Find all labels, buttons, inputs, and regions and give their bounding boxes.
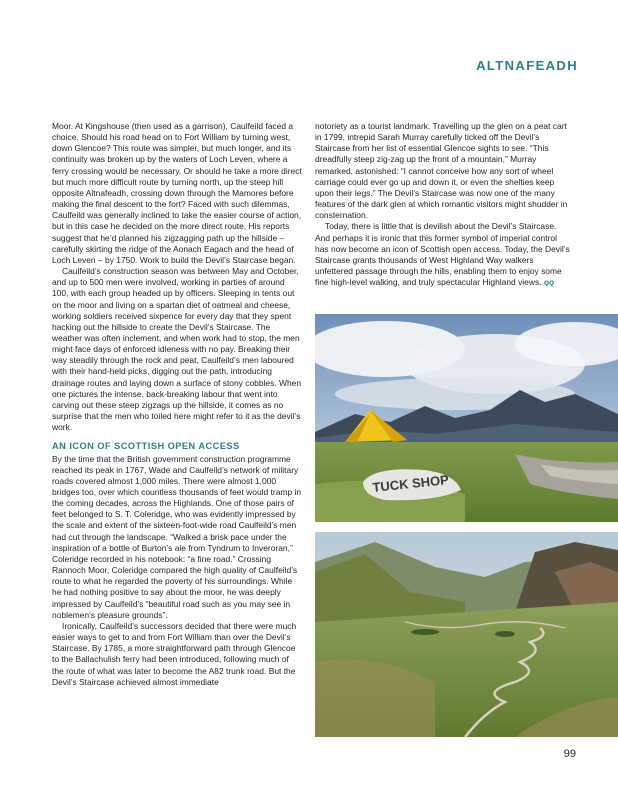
paragraph: Caulfeild’s construction season was between May and October, and up to 500 men were involved, working in parties of around 100, with each group headed up by officers. Sleeping in tents out on the moor and living on a spartan diet of oatmeal and cheese, working soldiers received sixpence for every day that they spent hacking out the hillside to create the Devil’s Staircase. The weather was often inclement, and when work had to stop, the men might face days of enforced idleness with no pay. Breaking their way steadily through the rock and peat, Caulfeild’s men laboured with their hand-held picks, digging out the path, introducing drainage routes and laying down a surface of stony cobbles. When one pictures the intense, back-breaking labour that went into carving out these steep zigzags up the hillside, it comes as no surprise that the men who toiled here might refer to it as the devil’s work.: [52, 266, 302, 433]
tent-photo: [315, 314, 618, 522]
page-number: 99: [563, 748, 576, 760]
paragraph-text: Today, there is little that is devilish about the Devil’s Staircase. And perhaps it is ironic that this former symbol of imperial control has now become an icon of Scottish open access. Today, the Devil’s Staircase grants thousands of West Highland Way walkers unfettered passage through the hills, enabling them to enjoy some fine high-level walking, and truly spectacular Highland views.: [315, 221, 570, 288]
valley-photo: [315, 532, 618, 737]
section-label: ALTNAFEADH: [476, 58, 578, 73]
paragraph: Ironically, Caulfeild’s successors decided that there were much easier ways to get to and from Fort William than over the Devil’s Staircase. By 1785, a more straightforward path through Glencoe to the Ballachulish ferry had been introduced, following much of the route of what was later to become the A82 trunk road. But the Devil’s Staircase achieved almost immediate: [52, 620, 297, 687]
end-mark-icon: ǫǫ: [543, 277, 555, 288]
paragraph-final: [315, 221, 571, 288]
section-subhead: AN ICON OF SCOTTISH OPEN ACCESS: [52, 441, 240, 452]
paragraph: By the time that the British government construction programme reached its peak in 1767, Wade and Caulfeild’s network of military roads covered almost 1,000 miles. There were almost 1,000 bridges too, over which countless thousands of feet would tramp in the coming decades, across the Highlands. One of those pairs of feet belonged to S. T. Coleridge, who was evidently impressed by the scale and extent of the sixteen-foot-wide road Caulfeild’s men had cut through the landscape. “Walked a brisk pace under the inspiration of a bottle of Burton’s ale from Tyndrum to Inveroran,” Coleridge recorded in his notebook: “a fine road.” Crossing Rannoch Moor, Coleridge compared the high quality of Caulfeild’s route to what he regarded the poverty of his surroundings. While he had nothing positive to say about the moor, he was deeply impressed by Caulfeild’s “beautiful road such as you may see in noblemen’s pleasure grounds”.: [52, 453, 302, 620]
right-column: [315, 121, 571, 288]
tent-photo-image: [315, 314, 618, 522]
paragraph: notoriety as a tourist landmark. Travelling up the glen on a peat cart in 1799, intrepid Sarah Murray carefully ticked off the Devil’s Staircase from her list of essential Glencoe sights to see. “This dreadfully steep zig-zag up the front of a mountain,” Murray remarked, astonished: “I cannot conceive how any sort of wheel carriage could ever go up and down it, or even the shelties keep upon their legs.” The Devil’s Staircase was now one of the many features of the dark glen at which romantic visitors might shudder in consternation.: [315, 121, 568, 221]
tuck-shop-sign: TUCK SHOP: [371, 472, 450, 495]
valley-photo-image: [315, 532, 618, 737]
watermark: PassionForum.ru: [535, 784, 610, 794]
left-column: [52, 121, 302, 688]
paragraph: Moor. At Kingshouse (then used as a garrison), Caulfeild faced a choice. Should his road head on to Fort William by turning west, down Glencoe? This route was simpler, but much longer, and its continuity was broken up by the waters of Loch Leven, where a ferry crossing would be necessary. Or should he take a more direct but much more difficult route by turning north, up the steep hill opposite Altnafeadh, crossing down through the Mamores before making the final descent to the fort? Faced with such dilemmas, Caulfeild was generally inclined to take the easier course of action, but in this case he decided on the more direct route. His reports suggest that he’d planned his zigzagging path up the hillside – carefully skirting the ridge of the Aonach Eagach and the head of Loch Leven – by 1750. Work to build the Devil’s Staircase began.: [52, 121, 302, 265]
